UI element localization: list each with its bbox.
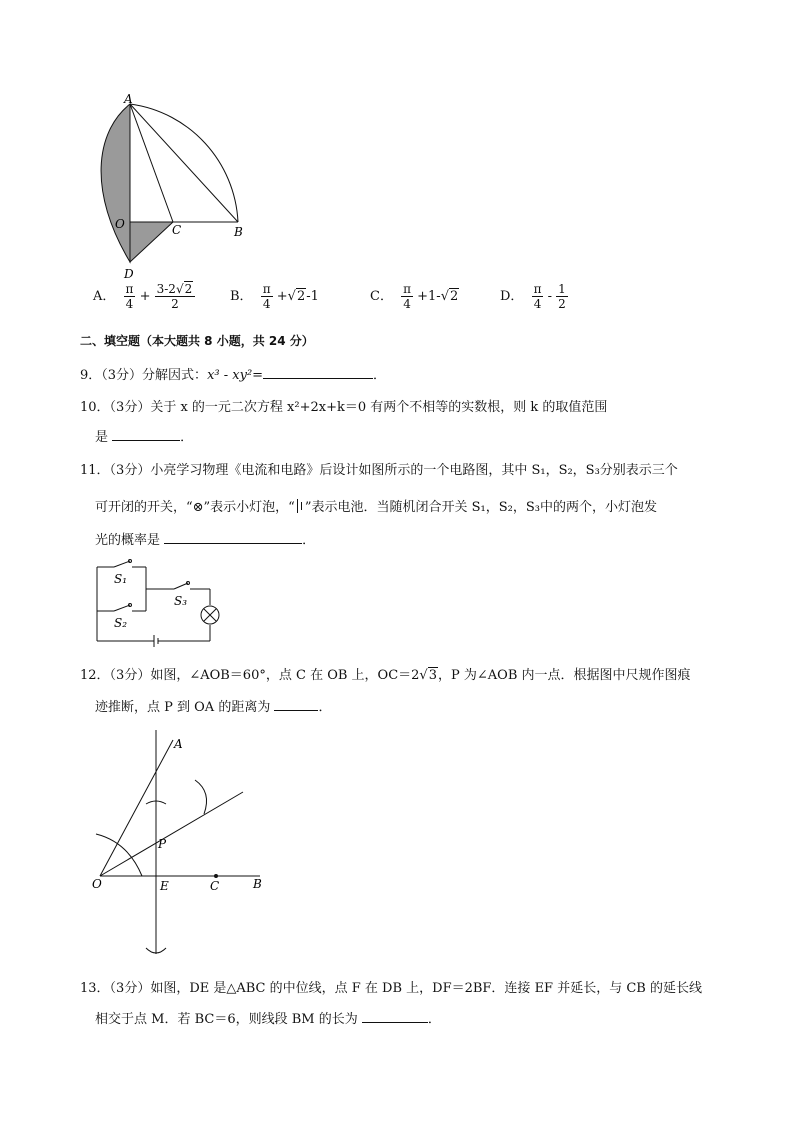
answer-blank[interactable] — [164, 531, 302, 544]
answer-blank[interactable] — [274, 698, 318, 711]
option-d: D． $\frac{\pi}{4}$ - $\frac{1}{2}$ — [500, 282, 566, 311]
label-s3: S₃ — [174, 594, 188, 608]
construction-figure — [88, 722, 273, 962]
answer-blank[interactable] — [362, 1010, 428, 1023]
label-p: P — [158, 837, 167, 851]
label-a: A — [124, 92, 133, 106]
label-b: B — [253, 877, 262, 891]
sector-figure — [90, 92, 255, 282]
battery-icon — [295, 499, 305, 513]
label-c: C — [210, 879, 220, 893]
answer-blank[interactable] — [112, 428, 180, 441]
question-10-line2: 是 ． — [95, 430, 194, 445]
option-b: B． $\frac{\pi}{4}$ +√2-1 — [230, 282, 319, 311]
option-a: A． $\frac{\pi}{4}$ + $\frac{3-2√2}{2}$ — [93, 283, 195, 310]
question-11: 11．（3分）小亮学习物理《电流和电路》后设计如图所示的一个电路图，其中 S₁，S₂，S₃分别表示三个 — [80, 463, 678, 478]
circuit-diagram — [92, 555, 232, 650]
shaded-triangle — [130, 222, 173, 262]
label-o: O — [115, 217, 125, 231]
question-9: 9．（3分）分解因式：x³ - xy²= ． — [80, 368, 387, 383]
label-o: O — [92, 877, 102, 891]
question-11-line2: 可开闭的开关，“⊗”表示小灯泡，“ ”表示电池．当随机闭合开关 S₁，S₂，S₃中的两个，小灯泡发 — [95, 500, 657, 515]
question-12-line2: 迹推断，点 P 到 OA 的距离为 ． — [95, 700, 332, 715]
section-heading: 二、填空题（本大题共 8 小题，共 24 分） — [80, 334, 314, 348]
label-a: A — [174, 737, 183, 751]
question-11-line3: 光的概率是 ． — [95, 533, 316, 548]
label-s1: S₁ — [114, 572, 128, 586]
label-c: C — [172, 223, 182, 237]
question-12: 12．（3分）如图，∠AOB＝60°，点 C 在 OB 上，OC＝2√3，P 为∠AOB 内一点．根据图中尺规作图痕 — [80, 668, 691, 683]
label-e: E — [160, 879, 169, 893]
question-13-line2: 相交于点 M．若 BC＝6，则线段 BM 的长为 ． — [95, 1012, 441, 1027]
label-b: B — [234, 225, 243, 239]
label-s2: S₂ — [114, 616, 128, 630]
label-d: D — [124, 267, 134, 281]
answer-blank[interactable] — [263, 366, 373, 379]
option-c: C． $\frac{\pi}{4}$ +1-√2 — [370, 282, 459, 311]
shaded-segment — [101, 104, 130, 262]
question-13: 13．（3分）如图，DE 是△ABC 的中位线，点 F 在 DB 上，DF＝2BF．连接 EF 并延长，与 CB 的延长线 — [80, 981, 702, 996]
question-10: 10．（3分）关于 x 的一元二次方程 x²+2x+k＝0 有两个不相等的实数根，则 k 的取值范围 — [80, 400, 608, 415]
